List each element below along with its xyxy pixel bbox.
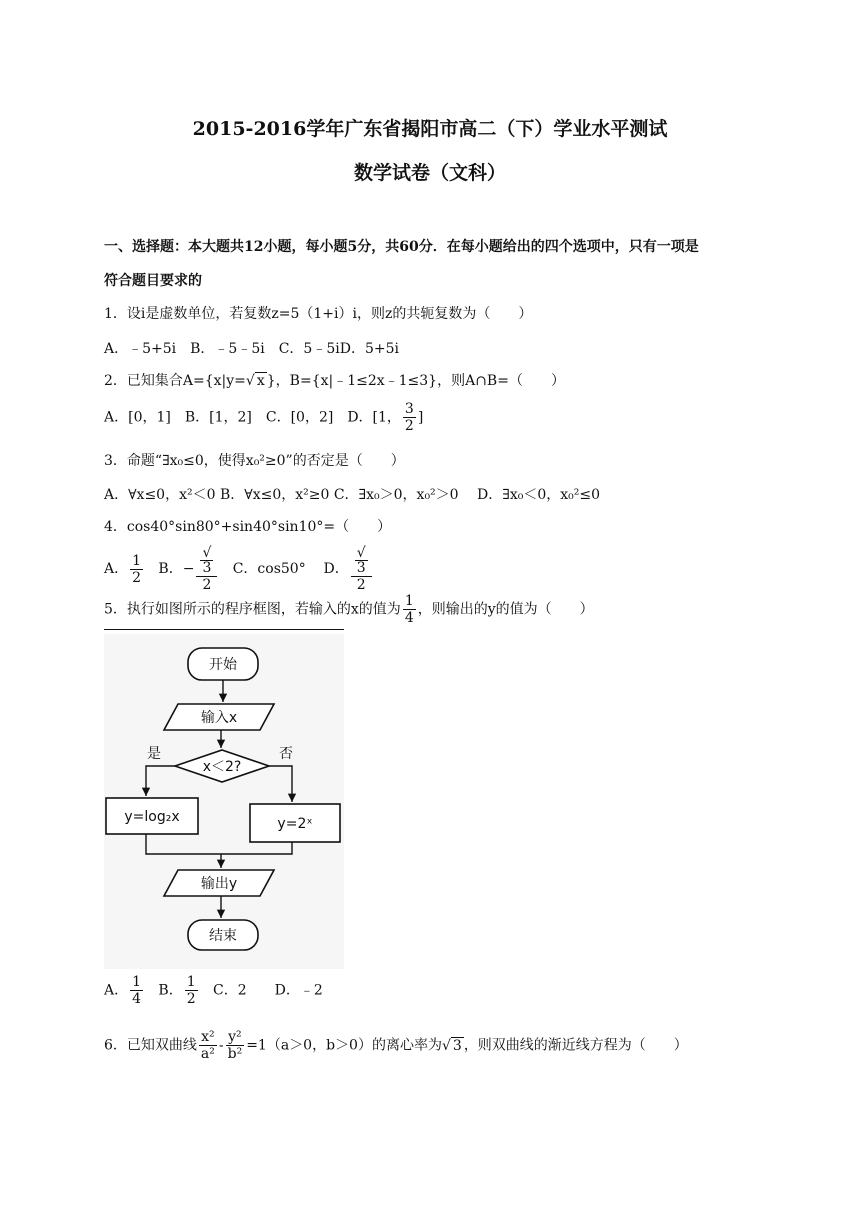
q5-option-b-frac: $\frac{1}{2}$ (186, 974, 196, 1007)
q4-stem: 4．cos40°sin80°+sin40°sin10°=（ ） (104, 519, 392, 535)
q2-stem (104, 370, 565, 390)
flow-left-box-label: y=log₂x (124, 809, 180, 825)
q5-stem: 5．执行如图所示的程序框图，若输入的x的值为 $\frac{1}{4}$ ，则输出的y的值为（ ） (104, 593, 594, 626)
q2-options-pre: A．[0，1] B．[1，2] C．[0，2] D．[1， (104, 409, 401, 426)
flow-start-label: 开始 (209, 657, 237, 673)
flow-cond-label: x＜2? (202, 759, 242, 775)
q4-option-a-frac: $\frac{1}{2}$ (132, 552, 142, 586)
q3-options: A．∀x≤0，x²＜0 B．∀x≤0，x²≥0 C．∃x₀＞0，x₀²＞0 D．∃x₀＜0，x₀²≤0 (104, 487, 601, 503)
q6-stem: 6．已知双曲线 $\frac{\text{x²}}{\text{a²}}$ - $\frac{\text{y²}}{\text{b²}}$ =1（a＞0，b＞0）的离心率为√ 3 ，则双曲线的渐近线方程为（ ） (104, 1029, 688, 1062)
page-title: 2015-2016学年广东省揭阳市高二（下）学业水平测试 (192, 118, 668, 140)
flow-yes-label: 是 (147, 746, 161, 762)
q4-option-d-frac: √ 3 2 (351, 546, 372, 592)
sqrt-x: √ x (245, 373, 265, 389)
page-subtitle: 数学试卷（文科） (353, 162, 506, 184)
q2-stem-post: }，B={x|﹣1≤2x﹣1≤3}，则A∩B=（ ） (266, 373, 565, 389)
q4-option-b-frac: √ 3 2 (196, 546, 217, 592)
section-heading-cont: 符合题目要求的 (104, 273, 202, 289)
q2-stem-pre: 2．已知集合A={x|y= (104, 373, 246, 389)
flow-end-label: 结束 (209, 928, 237, 944)
q1-options: A．﹣5+5i B．﹣5﹣5i C．5﹣5iD．5+5i (104, 341, 399, 357)
q1-stem: 1．设i是虚数单位，若复数z=5（1+i）i，则z的共轭复数为（ ） (104, 306, 533, 322)
q2-fraction: $\frac{3}{2}$ (404, 401, 414, 434)
q6-frac-y: $\frac{\text{y²}}{\text{b²}}$ (227, 1029, 243, 1062)
flow-input-label: 输入x (200, 710, 238, 726)
flow-no-label: 否 (279, 746, 293, 762)
section-heading: 一、选择题：本大题共12小题，每小题5分，共60分．在每小题给出的四个选项中，只有一项是 (104, 239, 699, 255)
divider (104, 629, 344, 630)
q5-options-cd: C．2 D．﹣2 (212, 982, 323, 999)
flowchart (104, 634, 344, 969)
q4-options: A． $\frac{1}{2}$ B．− √ 3 2 C．cos50° D． √ 3 2 (104, 546, 374, 592)
q2-options-post: ] (417, 409, 424, 426)
q3-stem: 3．命题“∃x₀≤0，使得x₀²≥0”的否定是（ ） (104, 453, 405, 469)
flow-right-box-label: y=2ˣ (277, 816, 313, 832)
q2-options (104, 402, 423, 433)
flowchart-svg (104, 634, 344, 969)
q5-option-a-frac: $\frac{1}{4}$ (132, 974, 142, 1007)
flow-output-label: 输出y (200, 876, 238, 892)
q5-options: A． $\frac{1}{4}$ B． $\frac{1}{2}$ C．2 D．﹣2 (104, 974, 323, 1007)
q5-fraction: $\frac{1}{4}$ (404, 593, 414, 626)
q4-option-c: C．cos50° (232, 561, 306, 577)
q6-sqrt: √ 3 (441, 1037, 462, 1054)
q6-frac-x: $\frac{\text{x²}}{\text{a²}}$ (200, 1029, 215, 1062)
